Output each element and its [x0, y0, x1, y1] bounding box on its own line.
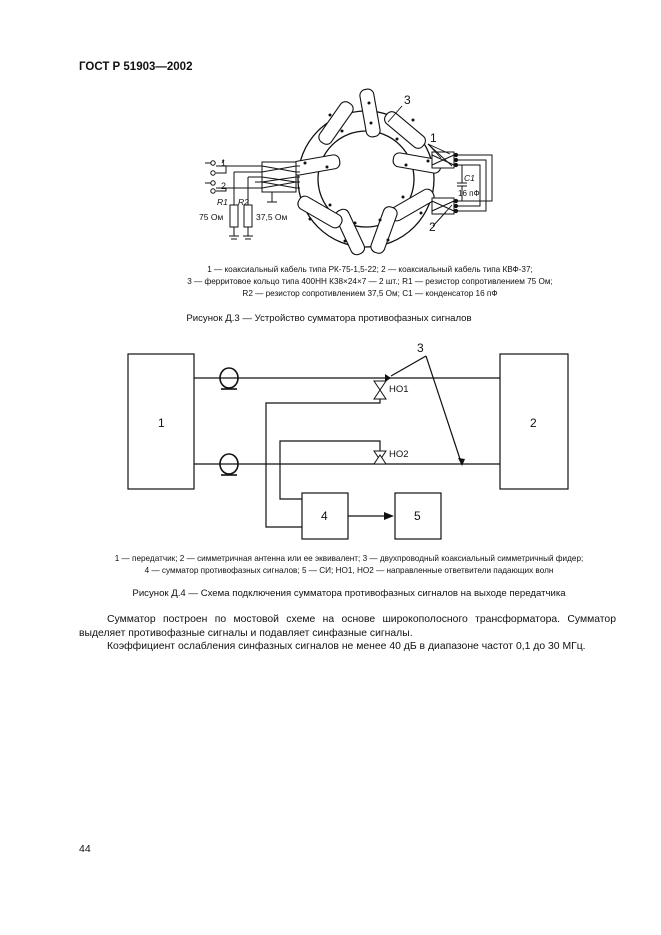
document-header: ГОСТ Р 51903—2002	[79, 61, 193, 73]
label-r2: R2	[238, 197, 249, 207]
label-feeder-3: 3	[417, 341, 424, 355]
figure-d3-legend-line-2: 3 — ферритовое кольцо типа 400НН К38×24×7 — 2 шт.; R1 — резистор сопротивлением 75 Ом;	[187, 277, 553, 286]
label-input-1: 1	[221, 158, 227, 168]
body-paragraph-2: Коэффициент ослабления синфазных сигналов не менее 40 дБ в диапазоне частот 0,1 до 30 МГц.	[107, 641, 586, 652]
label-input-2: 2	[221, 181, 227, 191]
label-block-5: 5	[414, 509, 421, 523]
figure-d3-legend-line-1: 1 — коаксиальный кабель типа РК-75-1,5-22; 2 — коаксиальный кабель типа КВФ-37;	[207, 265, 533, 274]
figure-d3-title: Рисунок Д.3 — Устройство сумматора противофазных сигналов	[186, 313, 472, 324]
label-output-1: 1	[430, 131, 437, 145]
figure-d3-legend-line-3: R2 — резистор сопротивлением 37,5 Ом; C1 — конденсатор 16 пФ	[242, 289, 498, 298]
label-block-2: 2	[530, 416, 537, 430]
label-r2-value: 37,5 Ом	[256, 212, 288, 222]
figure-d4-legend-line-1: 1 — передатчик; 2 — симметричная антенна или ее эквивалент; 3 — двухпроводный коаксиальный симметричный фидер;	[114, 554, 584, 563]
label-coupler-2: НО2	[389, 449, 409, 460]
label-c1: C1	[464, 173, 475, 183]
label-ring-3: 3	[404, 93, 411, 107]
figure-d4-legend-line-2: 4 — сумматор противофазных сигналов; 5 — СИ; НО1, НО2 — направленные ответвители падающих волн	[144, 566, 554, 575]
label-r1-value: 75 Ом	[199, 212, 224, 222]
figure-d4-title: Рисунок Д.4 — Схема подключения сумматора противофазных сигналов на выходе передатчика	[132, 588, 566, 599]
body-paragraph-1: Сумматор построен по мостовой схеме на основе широкополосного трансформатора. Сумматор выделяет противофазные сигналы и подавляет синфазные сигналы.	[79, 614, 616, 639]
label-r1: R1	[217, 197, 228, 207]
label-coupler-1: НО1	[389, 384, 409, 395]
page-number: 44	[79, 843, 91, 855]
label-block-1: 1	[158, 416, 165, 430]
label-c1-value: 16 пФ	[458, 189, 480, 198]
coupler-1-wire	[266, 392, 380, 527]
coupler-2-wire	[280, 441, 380, 499]
label-output-2: 2	[429, 220, 436, 234]
label-block-4: 4	[321, 509, 328, 523]
